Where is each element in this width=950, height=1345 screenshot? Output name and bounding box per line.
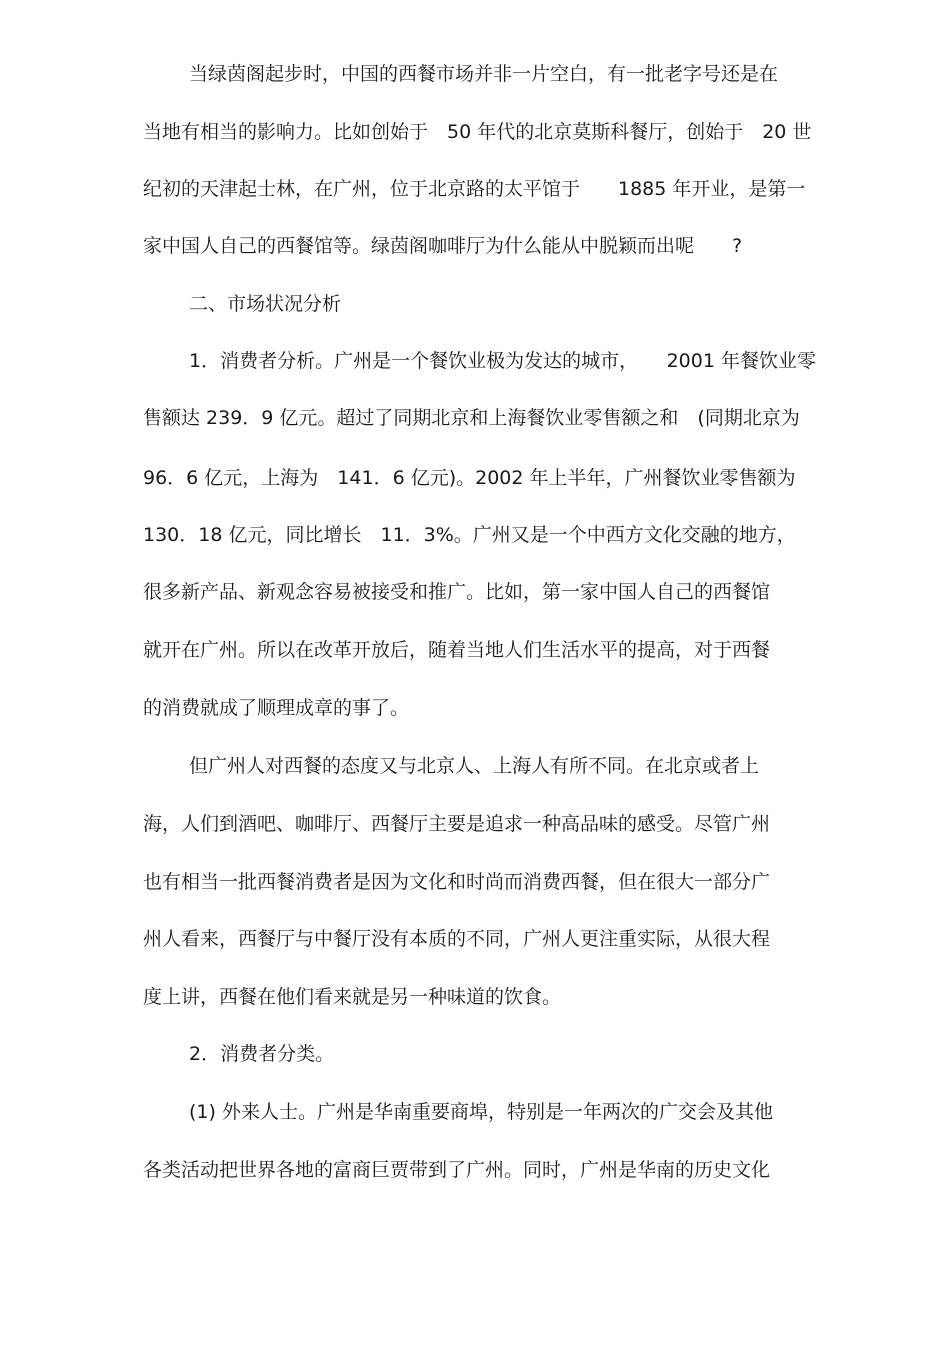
paragraph-line: 家中国人自己的西餐馆等。绿茵阁咖啡厅为什么能从中脱颖而出呢 ? (143, 235, 743, 257)
paragraph-line: 当绿茵阁起步时，中国的西餐市场并非一片空白，有一批老字号还是在 (189, 63, 779, 85)
paragraph-line: 当地有相当的影响力。比如创始于 50 年代的北京莫斯科餐厅，创始于 20 世 (143, 121, 812, 143)
paragraph-line: 也有相当一批西餐消费者是因为文化和时尚而消费西餐，但在很大一部分广 (143, 871, 771, 893)
paragraph-line: 州人看来，西餐厅与中餐厅没有本质的不同，广州人更注重实际，从很大程 (143, 928, 771, 950)
paragraph-line: 的消费就成了顺理成章的事了。 (143, 697, 410, 719)
paragraph-line: 度上讲，西餐在他们看来就是另一种味道的饮食。 (143, 986, 562, 1008)
paragraph-line: 海，人们到酒吧、咖啡厅、西餐厅主要是追求一种高品味的感受。尽管广州 (143, 813, 771, 835)
section-heading: 二、市场状况分析 (189, 293, 342, 315)
paragraph-line: 130．18 亿元，同比增长 11．3%。广州又是一个中西方文化交融的地方， (143, 524, 796, 546)
paragraph-line: 售额达 239．9 亿元。超过了同期北京和上海餐饮业零售额之和 (同期北京为 (143, 407, 800, 429)
section-heading: 2．消费者分类。 (189, 1043, 335, 1065)
paragraph-line: 纪初的天津起士林，在广州，位于北京路的太平馆于 1885 年开业，是第一 (143, 178, 806, 200)
paragraph-line: 各类活动把世界各地的富商巨贾带到了广州。同时，广州是华南的历史文化 (143, 1159, 771, 1181)
paragraph-line: 很多新产品、新观念容易被接受和推广。比如，第一家中国人自己的西餐馆 (143, 581, 771, 603)
paragraph-line: 但广州人对西餐的态度又与北京人、上海人有所不同。在北京或者上 (189, 755, 760, 777)
paragraph-line: 96．6 亿元，上海为 141．6 亿元)。2002 年上半年，广州餐饮业零售额为 (143, 467, 796, 489)
paragraph-line: (1) 外来人士。广州是华南重要商埠，特别是一年两次的广交会及其他 (189, 1101, 773, 1123)
paragraph-line: 1．消费者分析。广州是一个餐饮业极为发达的城市， 2001 年餐饮业零 (189, 350, 816, 372)
paragraph-line: 就开在广州。所以在改革开放后，随着当地人们生活水平的提高，对于西餐 (143, 639, 771, 661)
